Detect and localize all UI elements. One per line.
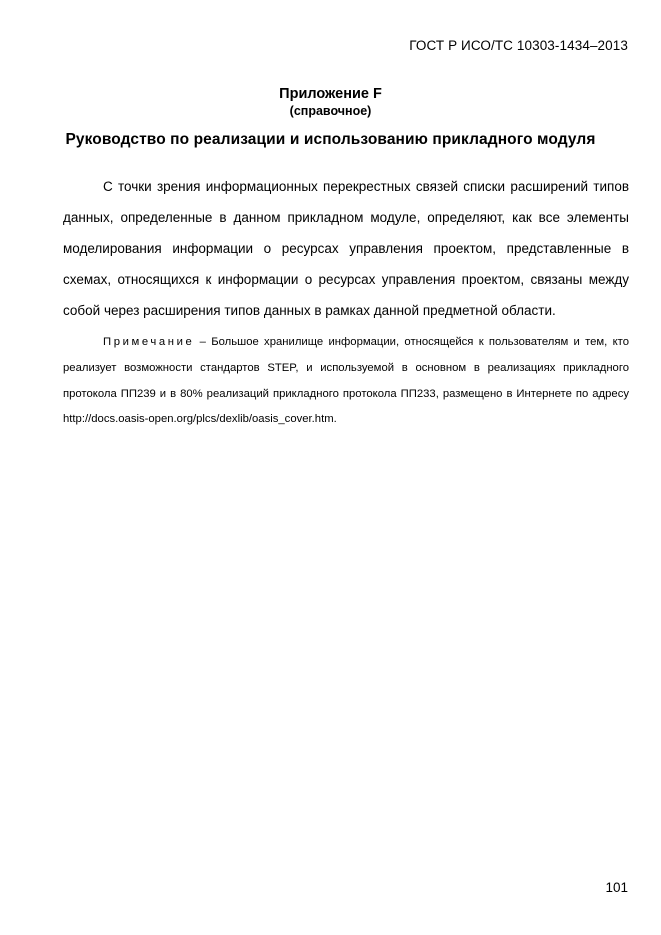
page-number: 101 — [605, 880, 628, 895]
section-title: Руководство по реализации и использованию прикладного модуля — [65, 131, 596, 148]
note-label: Примечание — [103, 336, 195, 348]
body-paragraph: С точки зрения информационных перекрестных связей списки расширений типов данных, определенные в данном прикладном модуле, определяют, как все элементы моделирования информации о ресурсах управления проектом, представленные в схемах, относящихся к информации о ресурсах управления проектом, связаны между собой через расширения типов данных в рамках данной предметной области. — [63, 179, 629, 318]
appendix-title: Приложение F — [279, 86, 382, 102]
document-standard-code: ГОСТ Р ИСО/ТС 10303-1434–2013 — [409, 38, 628, 53]
note-text: – Большое хранилище информации, относящейся к пользователям и тем, кто реализует возможности стандартов STEP, и используемой в основном в реализациях прикладного протокола ПП239 и в 80% реализаций прикладного протокола ПП233, размещено в Интернете по адресу http://docs.oasis-open.org/plcs/dexlib/oasis_cover.htm. — [63, 336, 629, 426]
appendix-subtitle: (справочное) — [289, 104, 372, 118]
note-paragraph — [63, 330, 629, 433]
